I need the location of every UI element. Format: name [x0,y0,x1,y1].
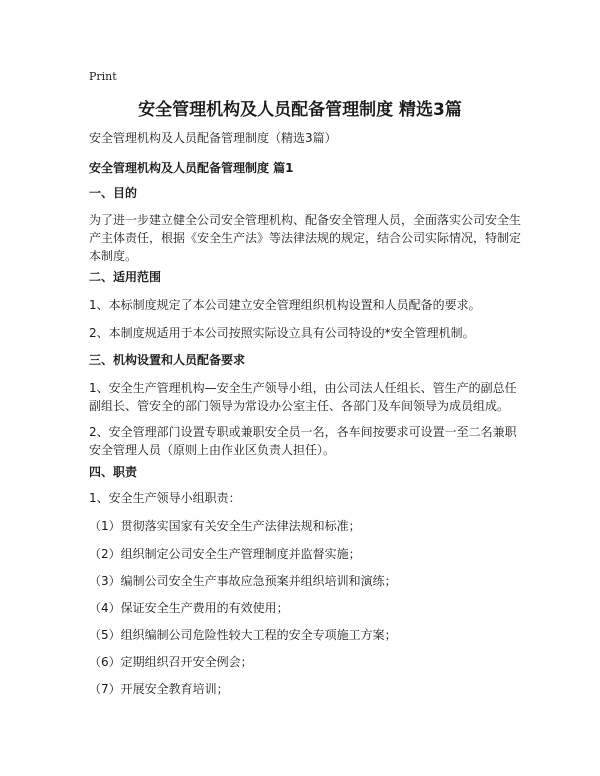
paragraph-purpose-line-3: 本制度。 [89,249,138,263]
heading-organization: 三、机构设置和人员配备要求 [89,353,246,367]
paragraph-scope-2: 2、本制度规适用于本公司按照实际设立具有公司特设的*安全管理机制。 [89,326,475,340]
section-title: 安全管理机构及人员配备管理制度 篇1 [89,161,294,175]
paragraph-org-2-line-2: 安全管理人员（原则上由作业区负责人担任）。 [89,443,336,457]
heading-duties: 四、职责 [89,465,138,479]
list-item: （3）编制公司安全生产事故应急预案并组织培训和演练； [89,574,397,588]
print-link[interactable]: Print [89,70,117,83]
heading-purpose: 一、目的 [89,186,138,200]
paragraph-purpose-line-1: 为了进一步建立健全公司安全管理机构、配备安全管理人员，全面落实公司安全生 [89,213,522,227]
paragraph-duties-intro: 1、安全生产领导小组职责： [89,491,241,505]
paragraph-org-1-line-1: 1、安全生产管理机构—安全生产领导小组，由公司法人任组长、管生产的副总任 [89,381,517,395]
list-item: （6）定期组织召开安全例会； [89,655,253,669]
document-subtitle: 安全管理机构及人员配备管理制度（精选3篇） [89,131,337,145]
list-item: （1）贯彻落实国家有关安全生产法律法规和标准； [89,519,361,533]
list-item: （2）组织制定公司安全生产管理制度并监督实施； [89,547,361,561]
list-item: （5）组织编制公司危险性较大工程的安全专项施工方案； [89,628,397,642]
list-item: （7）开展安全教育培训； [89,682,229,696]
heading-scope: 二、适用范围 [89,270,162,284]
paragraph-scope-1: 1、本标制度规定了本公司建立安全管理组织机构设置和人员配备的要求。 [89,298,481,312]
document-title: 安全管理机构及人员配备管理制度 精选3篇 [138,100,462,120]
paragraph-purpose-line-2: 产主体责任，根据《安全生产法》等法律法规的规定，结合公司实际情况，特制定 [89,231,522,245]
paragraph-org-1-line-2: 副组长、管安全的部门领导为常设办公室主任、各部门及车间领导为成员组成。 [89,399,510,413]
list-item: （4）保证安全生产费用的有效使用； [89,601,289,615]
paragraph-org-2-line-1: 2、安全管理部门设置专职或兼职安全员一名，各车间按要求可设置一至二名兼职 [89,425,517,439]
